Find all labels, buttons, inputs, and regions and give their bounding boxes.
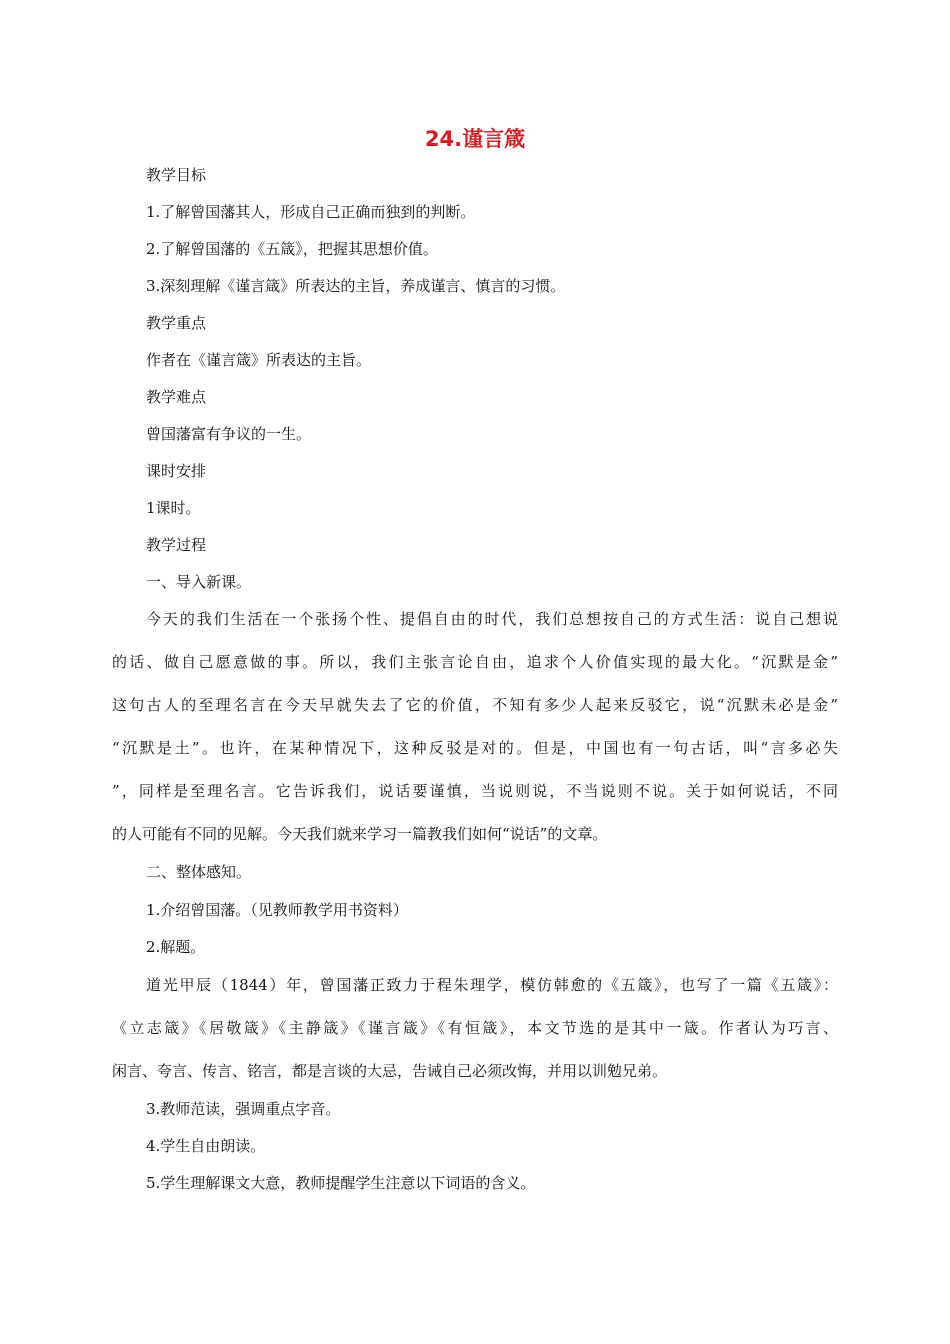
step-1: 1.介绍曾国藩。（见教师教学用书资料） <box>146 901 408 919</box>
step-4: 4.学生自由朗读。 <box>146 1137 266 1155</box>
heading-process: 教学过程 <box>146 536 207 554</box>
schedule-text: 1课时。 <box>146 499 201 517</box>
heading-objectives: 教学目标 <box>146 166 207 184</box>
paragraph-line: 的话、做自己愿意做的事。所以，我们主张言论自由，追求个人价值实现的最大化。“沉默是金” <box>112 653 838 671</box>
section-intro: 一、导入新课。 <box>146 573 252 591</box>
step-3: 3.教师范读，强调重点字音。 <box>146 1100 341 1118</box>
difficulties-text: 曾国藩富有争议的一生。 <box>146 425 312 443</box>
paragraph-line: 这句古人的至理名言在今天早就失去了它的价值，不知有多少人起来反驳它，说“沉默未必是金” <box>112 696 838 714</box>
heading-schedule: 课时安排 <box>146 462 207 480</box>
paragraph-line: ”，同样是至理名言。它告诉我们，说话要谨慎，当说则说，不当说则不说。关于如何说话，不同 <box>112 782 838 800</box>
heading-difficulties: 教学难点 <box>146 388 207 406</box>
objective-1: 1.了解曾国藩其人，形成自己正确而独到的判断。 <box>146 203 476 221</box>
paragraph-line: 今天的我们生活在一个张扬个性、提倡自由的时代，我们总想按自己的方式生活：说自己想说 <box>146 610 838 628</box>
step-5: 5.学生理解课文大意，教师提醒学生注意以下词语的含义。 <box>146 1174 536 1192</box>
objective-2: 2.了解曾国藩的《五箴》，把握其思想价值。 <box>146 240 438 258</box>
paragraph-line: 道光甲辰（1844）年，曾国藩正致力于程朱理学，模仿韩愈的《五箴》，也写了一篇《五箴》： <box>146 976 838 994</box>
section-overview: 二、整体感知。 <box>146 863 252 881</box>
step-2: 2.解题。 <box>146 938 206 956</box>
paragraph-line: “沉默是土”。也许，在某种情况下，这种反驳是对的。但是，中国也有一句古话，叫“言多必失 <box>112 739 838 757</box>
key-points-text: 作者在《谨言箴》所表达的主旨。 <box>146 351 372 369</box>
heading-key-points: 教学重点 <box>146 314 207 332</box>
paragraph-line: 的人可能有不同的见解。今天我们就来学习一篇教我们如何“说话”的文章。 <box>112 825 608 843</box>
paragraph-line: 闲言、夸言、传言、铭言，都是言谈的大忌，告诫自己必须改悔，并用以训勉兄弟。 <box>112 1062 668 1080</box>
paragraph-line: 《立志箴》《居敬箴》《主静箴》《谨言箴》《有恒箴》，本文节选的是其中一箴。作者认为巧言、 <box>112 1019 838 1037</box>
page-title: 24.谨言箴 <box>424 127 526 151</box>
objective-3: 3.深刻理解《谨言箴》所表达的主旨，养成谨言、慎言的习惯。 <box>146 277 566 295</box>
